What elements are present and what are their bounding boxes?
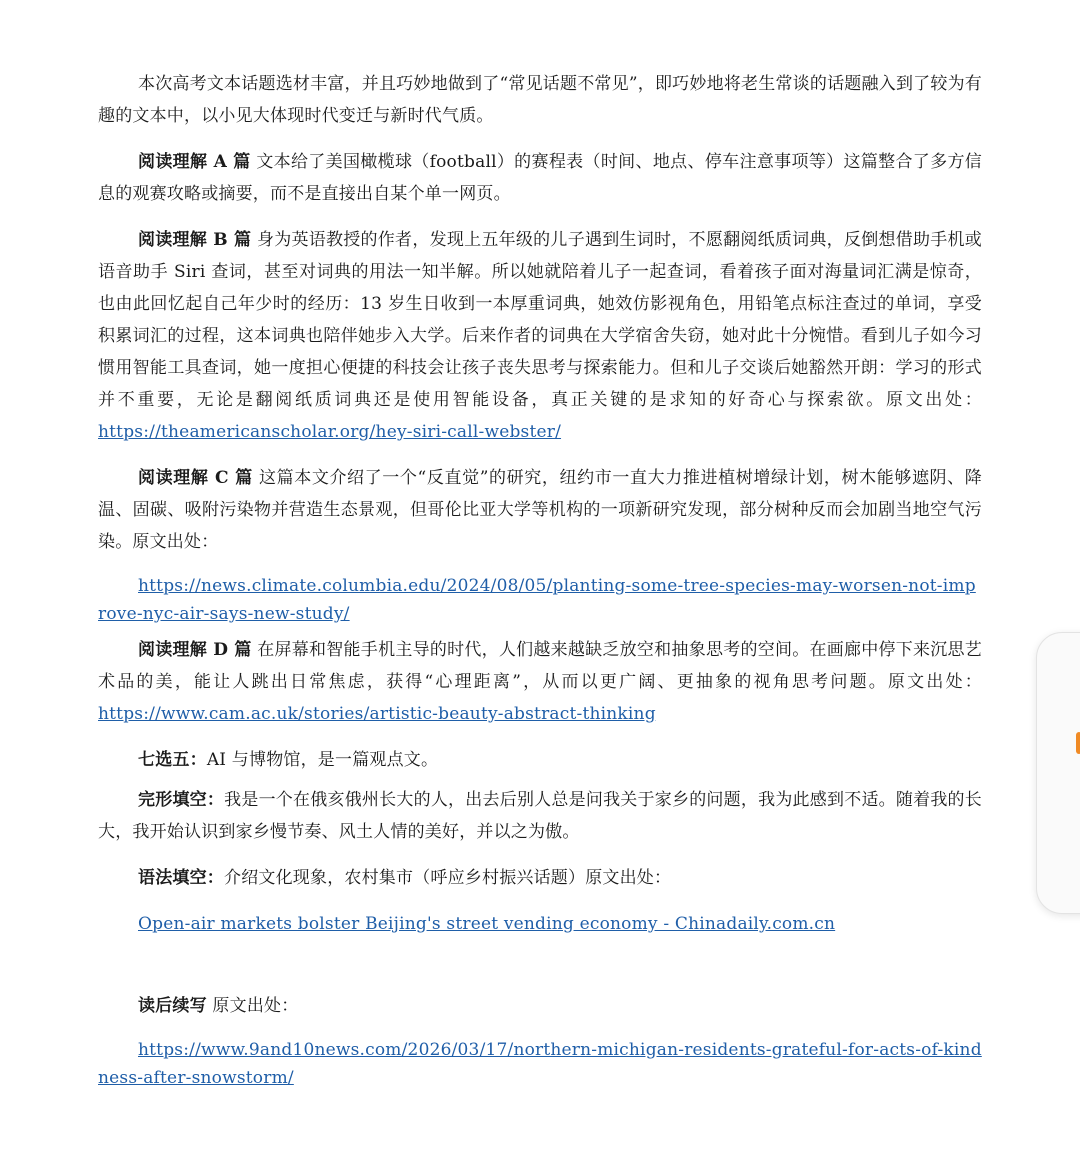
- reading-a-paragraph: [98, 146, 982, 210]
- continuation-paragraph: [98, 990, 982, 1022]
- cloze-text: 我是一个在俄亥俄州长大的人，出去后别人总是问我关于家乡的问题，我为此感到不适。随着我的长大，我开始认识到家乡慢节奏、风土人情的美好，并以之为傲。: [98, 790, 982, 842]
- reading-c-paragraph: [98, 462, 982, 558]
- reading-b-text: 身为英语教授的作者，发现上五年级的儿子遇到生词时，不愿翻阅纸质词典，反倒想借助手机或语音助手 Siri 查词，甚至对词典的用法一知半解。所以她就陪着儿子一起查词，看着孩子面对海量词汇满是惊奇，也由此回忆起自己年少时的经历：13 岁生日收到一本厚重词典，她效仿影视角色，用铅笔点标注查过的单词，享受积累词汇的过程，这本词典也陪伴她步入大学。后来作者的词典在大学宿舍失窃，她对此十分惋惜。看到儿子如今习惯用智能工具查词，她一度担心便捷的科技会让孩子丧失思考与探索能力。但和儿子交谈后她豁然开朗：学习的形式并不重要，无论是翻阅纸质词典还是使用智能设备，真正关键的是求知的好奇心与探索欲。原文出处：: [98, 230, 982, 410]
- grammar-label: 语法填空：: [138, 868, 224, 888]
- seven-five-label: 七选五：: [138, 750, 207, 770]
- intro-paragraph: 本次高考文本话题选材丰富，并且巧妙地做到了“常见话题不常见”，即巧妙地将老生常谈的话题融入到了较为有趣的文本中，以小见大体现时代变迁与新时代气质。: [98, 74, 982, 126]
- grammar-paragraph: [98, 862, 982, 894]
- grammar-link-paragraph: [98, 908, 982, 940]
- seven-five-text: AI 与博物馆，是一篇观点文。: [206, 750, 439, 770]
- reading-b-paragraph: [98, 224, 982, 448]
- continuation-link-paragraph: [98, 1036, 982, 1092]
- reading-d-text: 在屏幕和智能手机主导的时代，人们越来越缺乏放空和抽象思考的空间。在画廊中停下来沉思艺术品的美，能让人跳出日常焦虑，获得“心理距离”，从而以更广阔、更抽象的视角思考问题。原文出处：: [98, 640, 983, 692]
- continuation-label: 读后续写: [138, 996, 207, 1016]
- reading-d-label: 阅读理解 D 篇: [138, 640, 252, 660]
- side-panel-indicator-icon: [1076, 732, 1080, 754]
- reading-d-source-link[interactable]: https://www.cam.ac.uk/stories/artistic-beauty-abstract-thinking: [98, 704, 656, 724]
- reading-d-paragraph: [98, 634, 982, 730]
- floating-side-panel[interactable]: [1036, 632, 1080, 914]
- continuation-source-link[interactable]: https://www.9and10news.com/2026/03/17/northern-michigan-residents-grateful-for-acts-of-kindness-after-snowstorm/: [98, 1040, 982, 1088]
- grammar-text: 介绍文化现象，农村集市（呼应乡村振兴话题）原文出处：: [224, 868, 672, 888]
- cloze-paragraph: [98, 784, 982, 848]
- grammar-source-link[interactable]: Open-air markets bolster Beijing's street vending economy - Chinadaily.com.cn: [138, 914, 836, 934]
- cloze-label: 完形填空：: [138, 790, 225, 810]
- reading-c-source-link[interactable]: https://news.climate.columbia.edu/2024/08/05/planting-some-tree-species-may-worsen-not-improve-nyc-air-says-new-study/: [98, 576, 976, 624]
- reading-b-source-link[interactable]: https://theamericanscholar.org/hey-siri-call-webster/: [98, 422, 562, 442]
- continuation-text: 原文出处：: [212, 996, 299, 1016]
- reading-a-label: 阅读理解 A 篇: [138, 152, 251, 172]
- reading-c-link-paragraph: [98, 572, 982, 628]
- reading-b-label: 阅读理解 B 篇: [138, 230, 252, 250]
- reading-a-text: 文本给了美国橄榄球（football）的赛程表（时间、地点、停车注意事项等）这篇整合了多方信息的观赛攻略或摘要，而不是直接出自某个单一网页。: [98, 152, 983, 204]
- seven-five-paragraph: [98, 744, 982, 776]
- reading-c-text: 这篇本文介绍了一个“反直觉”的研究，纽约市一直大力推进植树增绿计划，树木能够遮阴、降温、固碳、吸附污染物并营造生态景观，但哥伦比亚大学等机构的一项新研究发现，部分树种反而会加剧当地空气污染。原文出处：: [98, 468, 983, 552]
- document-page: [98, 68, 982, 1092]
- reading-c-label: 阅读理解 C 篇: [138, 468, 253, 488]
